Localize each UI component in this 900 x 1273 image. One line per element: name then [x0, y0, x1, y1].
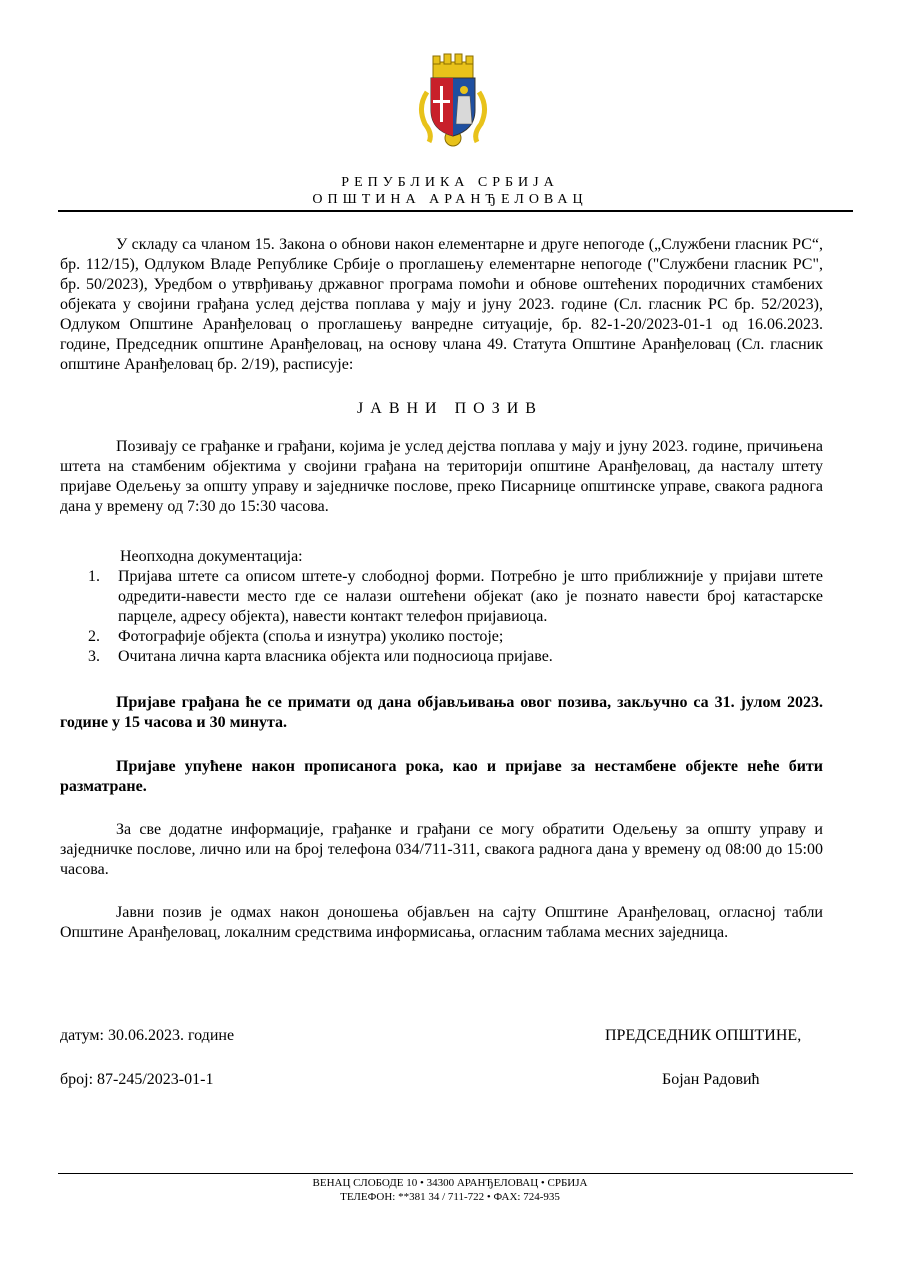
footer-divider	[58, 1173, 853, 1174]
documents-list	[60, 567, 823, 667]
documents-heading: Неопходна документација:	[120, 548, 303, 565]
list-item-text: Очитана лична карта власника објекта или подносиоца пријаве.	[118, 648, 553, 665]
document-number: број: 87-245/2023-01-1	[60, 1071, 214, 1088]
document-title: ЈАВНИ ПОЗИВ	[357, 400, 543, 417]
deadline-paragraph: Пријаве грађана ће се примати од дана објављивања овог позива, закључно са 31. јулом 2023. године у 15 часова и 30 минута.	[60, 694, 823, 731]
publication-paragraph: Јавни позив је одмах након доношења објављен на сајту Општине Аранђеловац, огласној табли Општине Аранђеловац, локалним средствима информисања, огласним таблама месних заједница.	[60, 904, 823, 941]
publication-section	[60, 903, 823, 943]
intro-section	[60, 235, 823, 375]
list-item-number: 2.	[88, 628, 100, 645]
call-section	[60, 437, 823, 517]
list-item	[60, 647, 823, 667]
call-paragraph: Позивају се грађанке и грађани, којима је услед дејства поплава у мају и јуну 2023. године, причињена штета на стамбеним објектима у својини грађана на територији општине Аранђеловац, да насталу штету пријаве Одељењу за општу управу и заједничке послове, преко Писарнице општинске управе, свакога раднога дана у времену од 7:30 до 15:30 часова.	[60, 438, 823, 515]
deadline-section	[60, 693, 823, 733]
rejection-section	[60, 757, 823, 797]
country-heading: РЕПУБЛИКА СРБИЈА	[341, 175, 559, 190]
intro-paragraph: У складу са чланом 15. Закона о обнови након елементарне и друге непогоде („Службени гласник РС“, бр. 112/15), Одлуком Владе Републике Србије о проглашењу елементарне непогоде ("Службени гласник РС", бр. 50/2023), Уредбом о утврђивању државног програма помоћи и обнове оштећених породичних стамбених објеката у својини грађана услед дејства поплава у мају и јуну 2023. године (Сл. гласник РС бр. 52/2023), Одлуком Општине Аранђеловац о проглашењу ванредне ситуације, бр. 82-1-20/2023-01-1 од 16.06.2023. године, Председник општине Аранђеловац, на основу члана 49. Статута Општине Аранђеловац (Сл. гласник општине Аранђеловац бр. 2/19), расписује:	[60, 236, 823, 373]
signatory-name: Бојан Радовић	[662, 1071, 760, 1088]
list-item-number: 3.	[88, 648, 100, 665]
list-item	[60, 627, 823, 647]
municipality-coat-of-arms-icon	[413, 52, 493, 148]
info-section	[60, 820, 823, 880]
header-divider	[58, 210, 853, 212]
list-item-text: Фотографије објекта (споља и изнутра) уколико постоје;	[118, 628, 504, 645]
list-item-text: Пријава штете са описом штете-у слободној форми. Потребно је што приближније у пријави штете одредити-навести место где се налази оштећени објекат (ако је познато навести број катастарске парцеле, адресу објекта), навести контакт телефон пријавиоца.	[118, 568, 823, 625]
signatory-position: ПРЕДСЕДНИК ОПШТИНЕ,	[605, 1027, 802, 1044]
documents-section	[60, 547, 823, 667]
municipality-heading: ОПШТИНА АРАНЂЕЛОВАЦ	[312, 192, 588, 207]
list-item-number: 1.	[88, 568, 100, 585]
list-item	[60, 567, 823, 627]
footer-address: ВЕНАЦ СЛОБОДЕ 10 • 34300 АРАНЂЕЛОВАЦ • СРБИЈА	[312, 1177, 588, 1189]
info-paragraph: За све додатне информације, грађанке и грађани се могу обратити Одељењу за општу управу и заједничке послове, лично или на број телефона 034/711-311, свакога раднога дана у времену од 08:00 до 15:00 часова.	[60, 821, 823, 878]
rejection-paragraph: Пријаве упућене након прописанога рока, као и пријаве за нестамбене објекте неће бити разматране.	[60, 758, 823, 795]
document-date: датум: 30.06.2023. године	[60, 1027, 235, 1044]
footer-contact: ТЕЛЕФОН: **381 34 / 711-722 • ФАХ: 724-935	[340, 1191, 560, 1203]
